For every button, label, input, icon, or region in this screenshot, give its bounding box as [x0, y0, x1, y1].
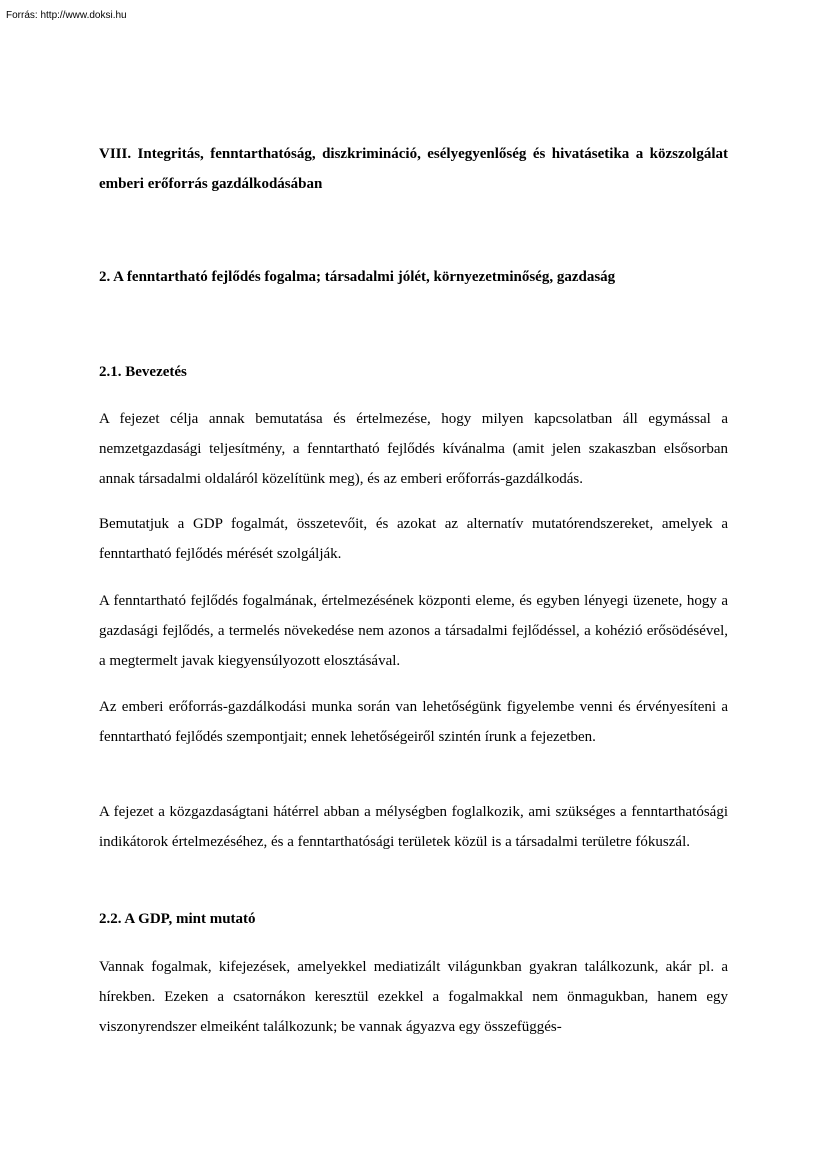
chapter-title: VIII. Integritás, fenntarthatóság, diszkrimináció, esélyegyenlőség és hivatásetika a közszolgálat emberi erőforrás gazdálkodásában [99, 146, 728, 192]
paragraph-intro-2: Bemutatjuk a GDP fogalmát, összetevőit, és azokat az alternatív mutatórendszereket, amelyek a fenntartható fejlődés mérését szolgálják. [99, 516, 728, 562]
paragraph-intro-4: Az emberi erőforrás-gazdálkodási munka során van lehetőségünk figyelembe venni és érvényesíteni a fenntartható fejlődés szempontjait; ennek lehetőségeiről szintén írunk a fejezetben. [99, 699, 728, 745]
paragraph-intro-5: A fejezet a közgazdaságtani hátérrel abban a mélységben foglalkozik, ami szükséges a fenntarthatósági indikátorok értelmezéséhez, és a fenntarthatósági területek közül is a társadalmi területre fókuszál. [99, 804, 728, 850]
paragraph-gdp-1: Vannak fogalmak, kifejezések, amelyekkel mediatizált világunkban gyakran találkozunk, akár pl. a hírekben. Ezeken a csatornákon keresztül ezekkel a fogalmakkal nem önmagukban, hanem egy viszonyrendszer elmeiként találkozunk; be vannak ágyazva egy összefüggés- [99, 959, 728, 1035]
subsection-title-introduction: 2.1. Bevezetés [99, 364, 187, 380]
paragraph-intro-1: A fejezet célja annak bemutatása és értelmezése, hogy milyen kapcsolatban áll egymással a nemzetgazdasági teljesítmény, a fenntartható fejlődés kívánalma (amit jelen szakaszban elsősorban annak társadalmi oldaláról közelítünk meg), és az emberi erőforrás-gazdálkodás. [99, 411, 728, 487]
section-title: 2. A fenntartható fejlődés fogalma; társadalmi jólét, környezetminőség, gazdaság [99, 269, 616, 285]
source-label: Forrás: http://www.doksi.hu [6, 10, 127, 21]
subsection-title-gdp: 2.2. A GDP, mint mutató [99, 911, 256, 927]
paragraph-intro-3: A fenntartható fejlődés fogalmának, értelmezésének központi eleme, és egyben lényegi üzenete, hogy a gazdasági fejlődés, a termelés növekedése nem azonos a társadalmi fejlődéssel, a kohézió erősödésével, a megtermelt javak kiegyensúlyozott elosztásával. [99, 593, 728, 669]
